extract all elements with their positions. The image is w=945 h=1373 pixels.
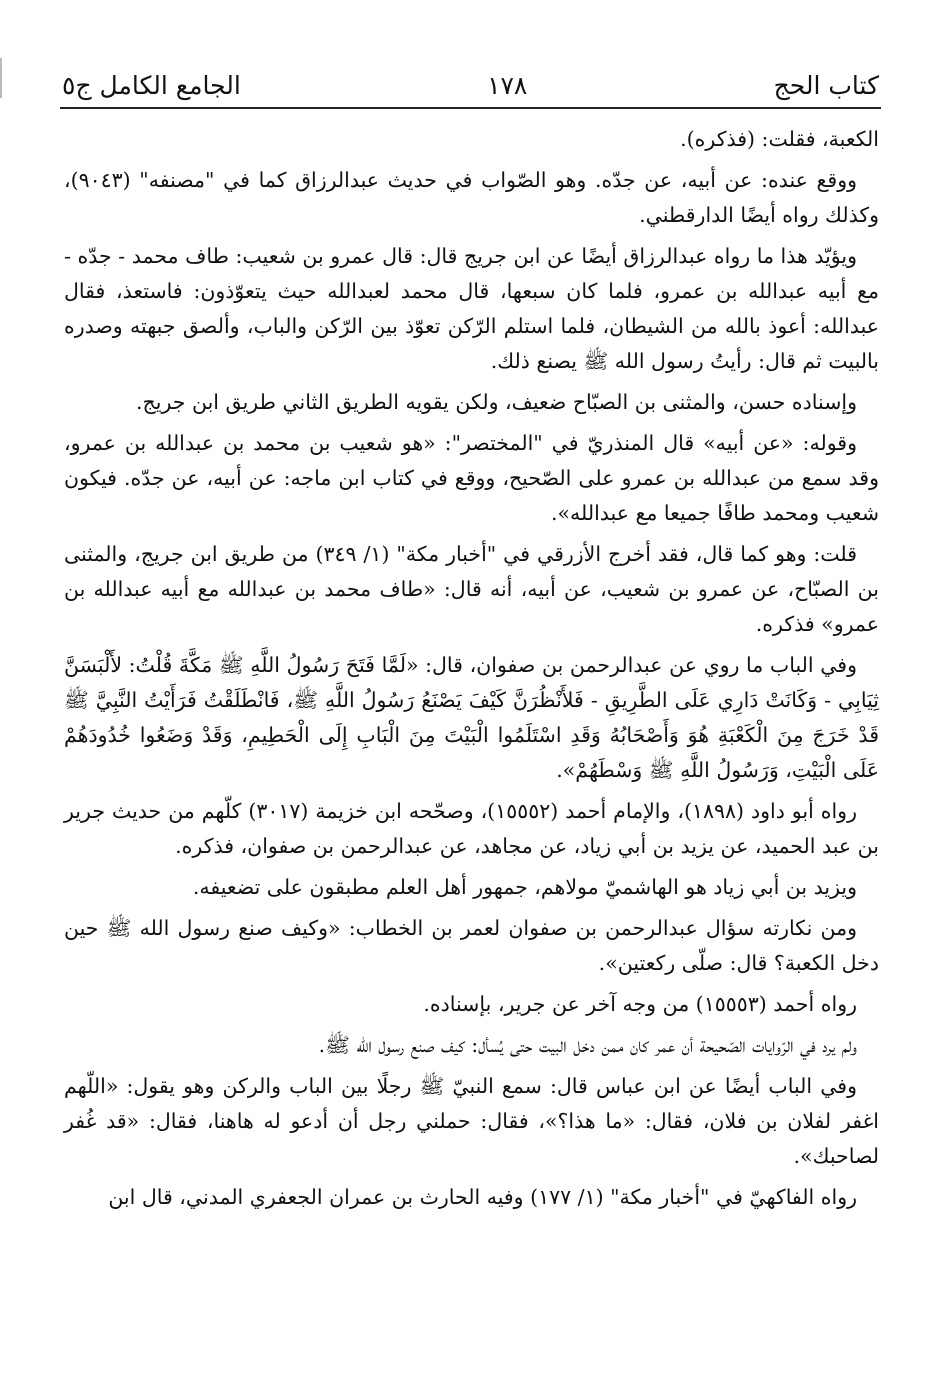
page-number: ١٧٨ xyxy=(487,71,528,100)
paragraph: رواه أبو داود (١٨٩٨)، والإمام أحمد (١٥٥٥٢)، وصحّحه ابن خزيمة (٣٠١٧) كلّهم من حديث جرير بن عبد الحميد، عن يزيد بن أبي زياد، عن مجاهد، عن عبدالرحمن بن صفوان، فذكره. xyxy=(64,799,879,858)
main-text xyxy=(64,122,879,1221)
paragraph: ومن نكارته سؤال عبدالرحمن بن صفوان لعمر بن الخطاب: «وكيف صنع رسول الله ﷺ حين دخل الكعبة؟ قال: صلّى ركعتين». xyxy=(64,916,879,975)
paragraph: ويؤيّد هذا ما رواه عبدالرزاق أيضًا عن ابن جريج قال: قال عمرو بن شعيب: طاف محمد - جدّه - مع أبيه عبدالله بن عمرو، فلما كان سبعها، قال محمد لعبدالله حيث يتعوّذون: فاستعذ، فقال عبدالله: أعوذ بالله من الشيطان، فلما استلم الرّكن تعوّذ بين الرّكن والباب، وألصق جبهته وصدره بالبيت ثم قال: رأيتُ رسول الله ﷺ يصنع ذلك. xyxy=(64,244,879,373)
paragraph: ووقع عنده: عن أبيه، عن جدّه. وهو الصّواب في حديث عبدالرزاق كما في "مصنفه" (٩٠٤٣)، وكذلك رواه أيضًا الدارقطني. xyxy=(64,168,879,227)
paragraph-quote: وفي الباب ما روي عن عبدالرحمن بن صفوان، قال: «لَمَّا فَتَحَ رَسُولُ اللَّهِ ﷺ مَكَّةَ قُلْتُ: لأَلْبَسَنَّ ثِيَابِي - وَكَانَتْ دَارِي عَلَى الطَّرِيقِ - فَلأَنْظُرَنَّ كَيْفَ يَصْنَعُ رَسُولُ اللَّهِ ﷺ، فَانْطَلَقْتُ فَرَأَيْتُ النَّبِيَّ ﷺ قَدْ خَرَجَ مِنَ الْكَعْبَةِ هُوَ وَأَصْحَابُهُ وَقَدِ اسْتَلَمُوا الْبَيْتَ مِنَ الْبَابِ إِلَى الْحَطِيمِ، وَقَدْ وَضَعُوا خُدُودَهُمْ عَلَى الْبَيْتِ، وَرَسُولُ اللَّهِ ﷺ وَسْطَهُمْ». xyxy=(64,653,879,782)
paragraph: ولم يرد في الرّوايات الصّحيحة أن عمر كان ممن دخل البيت حتى يُسأل: كيف صنع رسول الله ﷺ. xyxy=(318,1033,857,1057)
paragraph: ويزيد بن أبي زياد هو الهاشميّ مولاهم، جمهور أهل العلم مطبقون على تضعيفه. xyxy=(192,875,857,899)
paragraph: وفي الباب أيضًا عن ابن عباس قال: سمع النبيّ ﷺ رجلًا بين الباب والركن وهو يقول: «اللّهم اغفر لفلان بن فلان، فقال: «ما هذا؟»، فقال: حملني رجل أن أدعو له هاهنا، فقال: «قد غُفر لصاحبك». xyxy=(64,1074,879,1168)
paragraph: وإسناده حسن، والمثنى بن الصبّاح ضعيف، ولكن يقويه الطريق الثاني طريق ابن جريج. xyxy=(136,390,857,414)
header-book-title: الجامع الكامل ج٥ xyxy=(62,71,241,100)
header-rule xyxy=(60,107,881,109)
paragraph: وقوله: «عن أبيه» قال المنذريّ في "المختصر": «هو شعيب بن محمد بن عبدالله بن عمرو، وقد سمع من عبدالله بن عمرو على الصّحيح، ووقع في كتاب ابن ماجه: عن أبيه، عن جدّه. فيكون شعيب ومحمد طافًا جميعا مع عبدالله». xyxy=(64,431,879,525)
page-edge-mark xyxy=(0,58,2,98)
running-header xyxy=(62,54,879,100)
header-chapter: كتاب الحج xyxy=(773,71,879,100)
paragraph: رواه الفاكهيّ في "أخبار مكة" (١/ ١٧٧) وفيه الحارث بن عمران الجعفري المدني، قال ابن xyxy=(108,1185,857,1209)
paragraph: رواه أحمد (١٥٥٥٣) من وجه آخر عن جرير، بإسناده. xyxy=(423,992,857,1016)
paragraph: الكعبة، فقلت: (فذكره). xyxy=(680,127,879,151)
paragraph: قلت: وهو كما قال، فقد أخرج الأزرقي في "أخبار مكة" (١/ ٣٤٩) من طريق ابن جريج، والمثنى بن الصبّاح، عن عمرو بن شعيب، عن أبيه، أنه قال: «طاف محمد بن عبدالله مع أبيه عبدالله بن عمرو» فذكره. xyxy=(64,542,879,636)
